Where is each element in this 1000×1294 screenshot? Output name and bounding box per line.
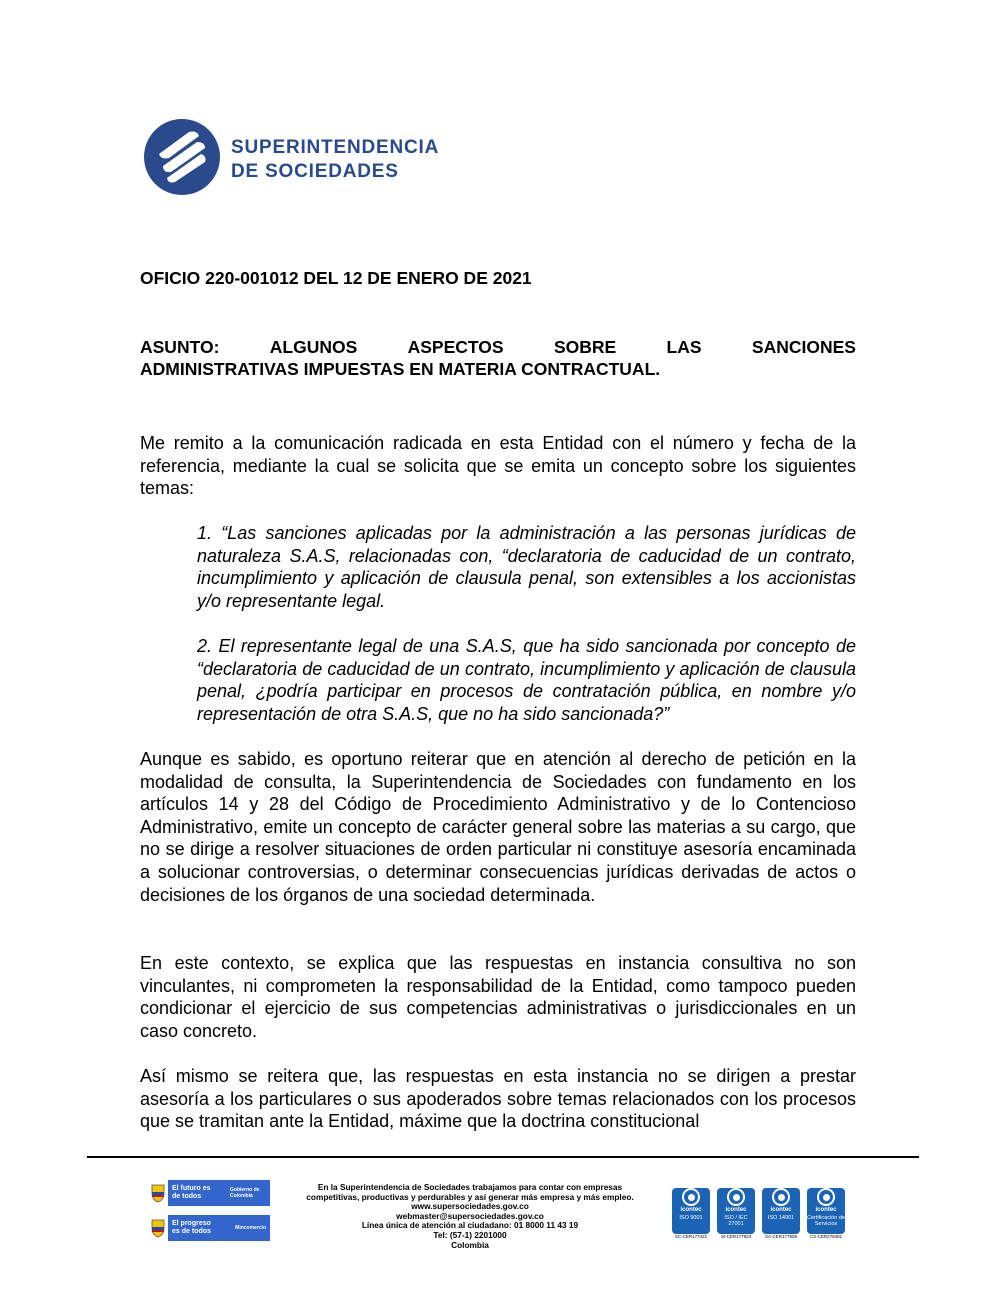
subject-word: SOBRE: [553, 337, 617, 357]
cert-issuer: icontec: [815, 1207, 837, 1213]
cert-standard: Certificación de Servicios: [807, 1215, 845, 1227]
certification-badge: [717, 1185, 755, 1239]
icontec-logo-icon: [817, 1188, 835, 1206]
icontec-logo-icon: [772, 1188, 790, 1206]
colombia-crest-icon: [148, 1180, 168, 1206]
quoted-question-1: 1. “Las sanciones aplicadas por la administración a las personas jurídicas de naturaleza S.A.S, relacionadas con, “declaratoria de caducidad de un contrato, incumplimiento y aplicación de clausula penal, son extensibles a los accionistas y/o representante legal.: [197, 523, 856, 611]
footer-line: competitivas, productivas y perdurables y así generar más empresa y más empleo.: [306, 1191, 634, 1202]
gov-entity: Mincomercio: [235, 1225, 266, 1231]
cert-code: SC-CER177421: [674, 1234, 708, 1239]
cert-standard: ISO / IEC 27001: [724, 1215, 748, 1227]
quoted-question-2: 2. El representante legal de una S.A.S, que ha sido sancionada por concepto de “declaratoria de caducidad de un contrato, incumplimiento y aplicación de clausula penal, ¿podría participar en procesos de contratación pública, en nombre y/o representación de otra S.A.S, que no ha sido sancionada?”: [197, 636, 856, 724]
subject-word: ASPECTOS: [407, 337, 504, 357]
gov-logo-futuro: [148, 1180, 270, 1206]
footer-email: webmaster@supersociedades.gov.co: [396, 1210, 544, 1221]
certification-badge: [762, 1185, 800, 1239]
intro-paragraph: Me remito a la comunicación radicada en esta Entidad con el número y fecha de la referencia, mediante la cual se solicita que se emita un concepto sobre los siguientes temas:: [140, 433, 856, 499]
subject-line1: [140, 336, 856, 358]
body-paragraph-3: Así mismo se reitera que, las respuestas en esta instancia no se dirigen a prestar asesoría a los particulares o sus apoderados sobre temas relacionados con los procesos que se tramitan ante la Entidad, máxime que la doctrina constitucional: [140, 1066, 856, 1132]
gov-badge: [168, 1180, 270, 1206]
cert-standard: ISO 9001: [679, 1215, 703, 1221]
footer-contact-info: [280, 1183, 660, 1250]
organization-name: [231, 136, 439, 184]
cert-issuer: icontec: [680, 1207, 702, 1213]
footer-divider: [87, 1156, 919, 1158]
document-subject: [140, 336, 856, 380]
footer-country: Colombia: [451, 1239, 489, 1250]
subject-line2: ADMINISTRATIVAS IMPUESTAS EN MATERIA CONTRACTUAL.: [140, 359, 661, 379]
supersociedades-emblem-icon: [143, 118, 221, 196]
cert-issuer: icontec: [770, 1207, 792, 1213]
icontec-logo-icon: [727, 1188, 745, 1206]
subject-word: SANCIONES: [751, 337, 856, 357]
cert-code: SI-CER177823: [720, 1234, 752, 1239]
footer-phone: Tel: (57-1) 2201000: [433, 1229, 507, 1240]
gov-slogan: El progreso es de todos: [172, 1220, 211, 1235]
organization-name-line2: DE SOCIEDADES: [231, 161, 399, 182]
icontec-logo-icon: [682, 1188, 700, 1206]
organization-logo: [143, 118, 473, 200]
cert-code: CS-CER279481: [809, 1234, 843, 1239]
cert-code: SA-CER177808: [764, 1234, 798, 1239]
footer-website: www.supersociedades.gov.co: [411, 1201, 529, 1212]
gov-entity: Gobierno de Colombia: [230, 1187, 260, 1199]
cert-issuer: icontec: [725, 1207, 747, 1213]
gov-badge: [168, 1215, 270, 1241]
cert-standard: ISO 14001: [767, 1215, 795, 1221]
colombia-crest-icon: [148, 1215, 168, 1241]
footer-line: En la Superintendencia de Sociedades trabajamos para contar con empresas: [317, 1182, 623, 1192]
body-paragraph-1: Aunque es sabido, es oportuno reiterar que en atención al derecho de petición en la modalidad de consulta, la Superintendencia de Sociedades con fundamento en los artículos 14 y 28 del Código de Procedimiento Administrativo y de lo Contencioso Administrativo, emite un concepto de carácter general sobre las materias a su cargo, que no se dirige a resolver situaciones de orden particular ni constituye asesoría encaminada a solucionar controversias, o determinar consecuencias jurídicas derivadas de actos o decisiones de los órganos de una sociedad determinada.: [140, 749, 856, 905]
certification-badge: [672, 1185, 710, 1239]
organization-name-line1: SUPERINTENDENCIA: [231, 137, 440, 158]
gov-logo-progreso: [148, 1215, 270, 1241]
subject-word: ALGUNOS: [269, 337, 358, 357]
document-reference: OFICIO 220-001012 DEL 12 DE ENERO DE 2021: [140, 268, 532, 288]
subject-word: ASUNTO:: [140, 337, 220, 357]
subject-word: LAS: [666, 337, 702, 357]
certification-badge: [807, 1185, 845, 1239]
gov-slogan: El futuro es de todos: [172, 1185, 211, 1200]
footer-hotline: Línea única de atención al ciudadano: 01 8000 11 43 19: [361, 1220, 579, 1231]
body-paragraph-2: En este contexto, se explica que las respuestas en instancia consultiva no son vinculantes, ni comprometen la responsabilidad de la Entidad, como tampoco pueden condicionar el ejercicio de sus competencias administrativas o jurisdiccionales en un caso concreto.: [140, 953, 856, 1041]
